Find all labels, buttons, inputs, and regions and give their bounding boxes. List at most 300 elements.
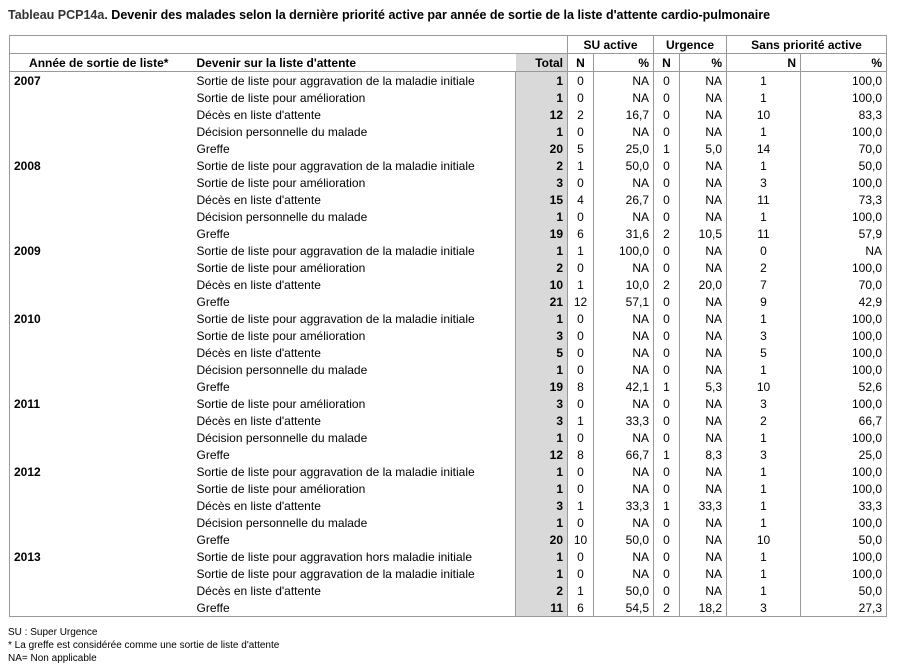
su-n-cell: 1	[568, 582, 594, 599]
table-body	[10, 72, 887, 617]
devenir-cell: Greffe	[188, 378, 516, 395]
urg-pct-cell: NA	[680, 395, 727, 412]
devenir-cell: Décès en liste d'attente	[188, 412, 516, 429]
header-urg-pct: %	[680, 54, 727, 72]
sp-pct-cell: 100,0	[801, 259, 887, 276]
sp-n-cell: 9	[727, 293, 801, 310]
year-cell	[10, 514, 188, 531]
devenir-cell: Sortie de liste pour amélioration	[188, 480, 516, 497]
total-cell: 1	[516, 514, 568, 531]
urg-n-cell: 0	[654, 157, 680, 174]
urg-pct-cell: NA	[680, 548, 727, 565]
devenir-cell: Décès en liste d'attente	[188, 276, 516, 293]
table-title-text: Devenir des malades selon la dernière priorité active par année de sortie de la liste d'attente cardio-pulmonaire	[107, 8, 771, 22]
urg-n-cell: 0	[654, 310, 680, 327]
sp-pct-cell: 100,0	[801, 548, 887, 565]
devenir-cell: Sortie de liste pour amélioration	[188, 174, 516, 191]
devenir-cell: Décès en liste d'attente	[188, 191, 516, 208]
total-cell: 1	[516, 89, 568, 106]
sp-n-cell: 3	[727, 395, 801, 412]
year-cell	[10, 480, 188, 497]
urg-n-cell: 2	[654, 276, 680, 293]
urg-pct-cell: NA	[680, 89, 727, 106]
sp-n-cell: 10	[727, 106, 801, 123]
sp-pct-cell: 27,3	[801, 599, 887, 617]
urg-n-cell: 0	[654, 565, 680, 582]
table-row	[10, 276, 887, 293]
urg-pct-cell: NA	[680, 242, 727, 259]
sp-n-cell: 1	[727, 548, 801, 565]
su-pct-cell: 50,0	[594, 531, 654, 548]
su-n-cell: 0	[568, 344, 594, 361]
su-pct-cell: 31,6	[594, 225, 654, 242]
su-n-cell: 1	[568, 497, 594, 514]
table-row	[10, 157, 887, 174]
year-cell	[10, 293, 188, 310]
sp-n-cell: 2	[727, 259, 801, 276]
year-cell	[10, 582, 188, 599]
table-row	[10, 548, 887, 565]
sp-pct-cell: 25,0	[801, 446, 887, 463]
table-row	[10, 259, 887, 276]
su-pct-cell: NA	[594, 123, 654, 140]
devenir-cell: Greffe	[188, 225, 516, 242]
sp-pct-cell: 50,0	[801, 582, 887, 599]
sp-pct-cell: 100,0	[801, 565, 887, 582]
su-n-cell: 0	[568, 327, 594, 344]
total-cell: 1	[516, 565, 568, 582]
year-cell	[10, 225, 188, 242]
sp-pct-cell: 100,0	[801, 327, 887, 344]
sp-pct-cell: 70,0	[801, 140, 887, 157]
total-cell: 3	[516, 327, 568, 344]
urg-pct-cell: NA	[680, 480, 727, 497]
sp-pct-cell: 52,6	[801, 378, 887, 395]
su-pct-cell: NA	[594, 429, 654, 446]
urg-n-cell: 0	[654, 395, 680, 412]
su-pct-cell: 57,1	[594, 293, 654, 310]
urg-pct-cell: 18,2	[680, 599, 727, 617]
table-row	[10, 497, 887, 514]
su-pct-cell: 33,3	[594, 497, 654, 514]
sp-n-cell: 5	[727, 344, 801, 361]
sp-pct-cell: 100,0	[801, 463, 887, 480]
urg-n-cell: 0	[654, 106, 680, 123]
devenir-cell: Sortie de liste pour aggravation de la maladie initiale	[188, 72, 516, 90]
devenir-cell: Sortie de liste pour aggravation de la maladie initiale	[188, 310, 516, 327]
year-cell	[10, 599, 188, 617]
su-n-cell: 0	[568, 429, 594, 446]
sp-n-cell: 1	[727, 157, 801, 174]
table-row	[10, 378, 887, 395]
urg-pct-cell: NA	[680, 463, 727, 480]
year-cell	[10, 327, 188, 344]
urg-pct-cell: 33,3	[680, 497, 727, 514]
su-pct-cell: NA	[594, 463, 654, 480]
su-pct-cell: NA	[594, 174, 654, 191]
urg-n-cell: 0	[654, 191, 680, 208]
urg-n-cell: 0	[654, 293, 680, 310]
devenir-cell: Décision personnelle du malade	[188, 429, 516, 446]
devenir-cell: Sortie de liste pour aggravation de la maladie initiale	[188, 565, 516, 582]
total-cell: 11	[516, 599, 568, 617]
year-cell: 2010	[10, 310, 188, 327]
su-n-cell: 4	[568, 191, 594, 208]
year-cell: 2009	[10, 242, 188, 259]
su-n-cell: 0	[568, 463, 594, 480]
su-n-cell: 6	[568, 599, 594, 617]
sp-n-cell: 1	[727, 208, 801, 225]
su-n-cell: 6	[568, 225, 594, 242]
su-pct-cell: 42,1	[594, 378, 654, 395]
su-pct-cell: 50,0	[594, 582, 654, 599]
urg-n-cell: 1	[654, 446, 680, 463]
total-cell: 5	[516, 344, 568, 361]
su-n-cell: 0	[568, 310, 594, 327]
total-cell: 3	[516, 412, 568, 429]
su-n-cell: 0	[568, 174, 594, 191]
devenir-cell: Décès en liste d'attente	[188, 497, 516, 514]
total-cell: 12	[516, 446, 568, 463]
total-cell: 1	[516, 310, 568, 327]
table-row	[10, 531, 887, 548]
urg-n-cell: 0	[654, 582, 680, 599]
su-n-cell: 10	[568, 531, 594, 548]
sp-n-cell: 0	[727, 242, 801, 259]
devenir-cell: Sortie de liste pour amélioration	[188, 395, 516, 412]
urg-pct-cell: NA	[680, 106, 727, 123]
sp-pct-cell: 83,3	[801, 106, 887, 123]
su-n-cell: 12	[568, 293, 594, 310]
year-cell: 2008	[10, 157, 188, 174]
sp-n-cell: 1	[727, 463, 801, 480]
total-cell: 20	[516, 531, 568, 548]
urg-pct-cell: NA	[680, 582, 727, 599]
year-cell	[10, 89, 188, 106]
devenir-cell: Décès en liste d'attente	[188, 106, 516, 123]
year-cell	[10, 344, 188, 361]
su-pct-cell: NA	[594, 480, 654, 497]
header-su-active: SU active	[568, 36, 654, 54]
table-row	[10, 106, 887, 123]
table-row	[10, 446, 887, 463]
devenir-cell: Décision personnelle du malade	[188, 361, 516, 378]
su-n-cell: 0	[568, 480, 594, 497]
urg-n-cell: 0	[654, 72, 680, 90]
total-cell: 1	[516, 463, 568, 480]
sp-pct-cell: NA	[801, 242, 887, 259]
table-row	[10, 429, 887, 446]
urg-n-cell: 0	[654, 514, 680, 531]
urg-n-cell: 0	[654, 344, 680, 361]
year-cell	[10, 259, 188, 276]
sp-pct-cell: 100,0	[801, 72, 887, 90]
sp-pct-cell: 100,0	[801, 344, 887, 361]
sp-pct-cell: 42,9	[801, 293, 887, 310]
sp-n-cell: 7	[727, 276, 801, 293]
year-cell: 2007	[10, 72, 188, 90]
su-n-cell: 1	[568, 242, 594, 259]
devenir-cell: Greffe	[188, 293, 516, 310]
su-pct-cell: NA	[594, 72, 654, 90]
su-n-cell: 0	[568, 72, 594, 90]
su-n-cell: 0	[568, 514, 594, 531]
sp-n-cell: 10	[727, 531, 801, 548]
su-pct-cell: 66,7	[594, 446, 654, 463]
total-cell: 3	[516, 497, 568, 514]
sp-n-cell: 1	[727, 429, 801, 446]
devenir-cell: Greffe	[188, 140, 516, 157]
table-row	[10, 582, 887, 599]
su-pct-cell: NA	[594, 327, 654, 344]
sp-n-cell: 3	[727, 599, 801, 617]
year-cell	[10, 276, 188, 293]
urg-n-cell: 0	[654, 412, 680, 429]
sp-pct-cell: 33,3	[801, 497, 887, 514]
urg-n-cell: 2	[654, 225, 680, 242]
su-pct-cell: NA	[594, 89, 654, 106]
su-pct-cell: NA	[594, 514, 654, 531]
sp-n-cell: 2	[727, 412, 801, 429]
su-pct-cell: NA	[594, 565, 654, 582]
total-cell: 19	[516, 225, 568, 242]
header-blank	[10, 36, 188, 54]
su-n-cell: 1	[568, 412, 594, 429]
sp-pct-cell: 50,0	[801, 531, 887, 548]
total-cell: 10	[516, 276, 568, 293]
header-year: Année de sortie de liste*	[10, 54, 188, 72]
table-row	[10, 514, 887, 531]
devenir-cell: Sortie de liste pour amélioration	[188, 327, 516, 344]
sp-n-cell: 3	[727, 174, 801, 191]
urg-n-cell: 0	[654, 123, 680, 140]
header-su-pct: %	[594, 54, 654, 72]
urg-pct-cell: NA	[680, 531, 727, 548]
devenir-cell: Décision personnelle du malade	[188, 514, 516, 531]
year-cell: 2012	[10, 463, 188, 480]
total-cell: 12	[516, 106, 568, 123]
sp-pct-cell: 57,9	[801, 225, 887, 242]
devenir-cell: Sortie de liste pour aggravation de la maladie initiale	[188, 463, 516, 480]
header-total: Total	[516, 54, 568, 72]
su-pct-cell: 26,7	[594, 191, 654, 208]
header-urgence: Urgence	[654, 36, 727, 54]
table-row	[10, 140, 887, 157]
sp-n-cell: 10	[727, 378, 801, 395]
sp-n-cell: 14	[727, 140, 801, 157]
sp-n-cell: 1	[727, 123, 801, 140]
urg-n-cell: 1	[654, 140, 680, 157]
table-row	[10, 463, 887, 480]
table-row	[10, 395, 887, 412]
devenir-cell: Greffe	[188, 446, 516, 463]
sp-pct-cell: 100,0	[801, 310, 887, 327]
table-row	[10, 225, 887, 242]
sp-n-cell: 1	[727, 72, 801, 90]
urg-n-cell: 0	[654, 429, 680, 446]
su-n-cell: 8	[568, 378, 594, 395]
sp-n-cell: 3	[727, 327, 801, 344]
sp-pct-cell: 100,0	[801, 208, 887, 225]
devenir-cell: Décès en liste d'attente	[188, 344, 516, 361]
total-cell: 21	[516, 293, 568, 310]
su-n-cell: 1	[568, 157, 594, 174]
urg-n-cell: 0	[654, 480, 680, 497]
table-row	[10, 480, 887, 497]
su-n-cell: 0	[568, 565, 594, 582]
devenir-cell: Greffe	[188, 599, 516, 617]
year-cell	[10, 174, 188, 191]
footnotes	[8, 626, 279, 665]
urg-n-cell: 1	[654, 378, 680, 395]
header-urg-n: N	[654, 54, 680, 72]
sp-n-cell: 1	[727, 89, 801, 106]
su-pct-cell: 10,0	[594, 276, 654, 293]
sp-pct-cell: 100,0	[801, 395, 887, 412]
urg-pct-cell: NA	[680, 259, 727, 276]
sp-n-cell: 1	[727, 514, 801, 531]
total-cell: 2	[516, 582, 568, 599]
table-row	[10, 89, 887, 106]
urg-n-cell: 0	[654, 548, 680, 565]
year-cell	[10, 446, 188, 463]
total-cell: 1	[516, 208, 568, 225]
sp-pct-cell: 100,0	[801, 361, 887, 378]
year-cell	[10, 378, 188, 395]
sp-n-cell: 1	[727, 310, 801, 327]
su-pct-cell: 16,7	[594, 106, 654, 123]
header-sp-n: N	[727, 54, 801, 72]
footnote-su: SU : Super Urgence	[8, 627, 98, 638]
sp-pct-cell: 100,0	[801, 174, 887, 191]
total-cell: 2	[516, 259, 568, 276]
urg-pct-cell: NA	[680, 344, 727, 361]
table-title	[8, 8, 770, 22]
table-row	[10, 327, 887, 344]
header-sp-pct: %	[801, 54, 887, 72]
year-cell	[10, 140, 188, 157]
urg-n-cell: 0	[654, 259, 680, 276]
urg-pct-cell: NA	[680, 157, 727, 174]
sp-n-cell: 1	[727, 497, 801, 514]
header-group-row	[10, 36, 887, 54]
year-cell: 2013	[10, 548, 188, 565]
sp-n-cell: 1	[727, 582, 801, 599]
sp-n-cell: 1	[727, 480, 801, 497]
total-cell: 1	[516, 361, 568, 378]
total-cell: 19	[516, 378, 568, 395]
urg-pct-cell: NA	[680, 191, 727, 208]
urg-pct-cell: 20,0	[680, 276, 727, 293]
urg-pct-cell: NA	[680, 327, 727, 344]
table-row	[10, 565, 887, 582]
urg-n-cell: 2	[654, 599, 680, 617]
year-cell	[10, 497, 188, 514]
sp-pct-cell: 66,7	[801, 412, 887, 429]
sp-pct-cell: 100,0	[801, 480, 887, 497]
sp-n-cell: 3	[727, 446, 801, 463]
devenir-cell: Sortie de liste pour aggravation de la maladie initiale	[188, 242, 516, 259]
header-column-row	[10, 54, 887, 72]
su-pct-cell: 33,3	[594, 412, 654, 429]
devenir-cell: Décision personnelle du malade	[188, 123, 516, 140]
table-row	[10, 293, 887, 310]
urg-pct-cell: NA	[680, 72, 727, 90]
urg-n-cell: 0	[654, 174, 680, 191]
su-n-cell: 0	[568, 89, 594, 106]
urg-pct-cell: NA	[680, 361, 727, 378]
su-n-cell: 8	[568, 446, 594, 463]
urg-pct-cell: NA	[680, 565, 727, 582]
year-cell	[10, 565, 188, 582]
devenir-cell: Sortie de liste pour aggravation de la maladie initiale	[188, 157, 516, 174]
total-cell: 1	[516, 548, 568, 565]
urg-n-cell: 0	[654, 361, 680, 378]
table-row	[10, 361, 887, 378]
urg-pct-cell: 10,5	[680, 225, 727, 242]
su-pct-cell: NA	[594, 208, 654, 225]
table-row	[10, 242, 887, 259]
devenir-cell: Sortie de liste pour amélioration	[188, 259, 516, 276]
urg-pct-cell: 8,3	[680, 446, 727, 463]
urg-pct-cell: NA	[680, 429, 727, 446]
header-sans-priorite: Sans priorité active	[727, 36, 887, 54]
table-row	[10, 412, 887, 429]
year-cell	[10, 361, 188, 378]
su-n-cell: 5	[568, 140, 594, 157]
urg-n-cell: 0	[654, 89, 680, 106]
urg-pct-cell: NA	[680, 174, 727, 191]
table-row	[10, 310, 887, 327]
sp-n-cell: 1	[727, 361, 801, 378]
sp-pct-cell: 100,0	[801, 89, 887, 106]
sp-pct-cell: 100,0	[801, 429, 887, 446]
urg-n-cell: 0	[654, 531, 680, 548]
table-row	[10, 208, 887, 225]
su-pct-cell: 25,0	[594, 140, 654, 157]
urg-n-cell: 0	[654, 463, 680, 480]
footnote-greffe: * La greffe est considérée comme une sortie de liste d'attente	[8, 640, 280, 651]
year-cell	[10, 106, 188, 123]
su-n-cell: 0	[568, 208, 594, 225]
table-row	[10, 174, 887, 191]
sp-pct-cell: 100,0	[801, 514, 887, 531]
su-pct-cell: NA	[594, 259, 654, 276]
sp-n-cell: 11	[727, 225, 801, 242]
table-row	[10, 191, 887, 208]
table-row	[10, 72, 887, 90]
su-pct-cell: NA	[594, 395, 654, 412]
total-cell: 2	[516, 157, 568, 174]
year-cell	[10, 531, 188, 548]
header-devenir: Devenir sur la liste d'attente	[188, 54, 516, 72]
devenir-cell: Sortie de liste pour aggravation hors maladie initiale	[188, 548, 516, 565]
su-pct-cell: NA	[594, 361, 654, 378]
su-n-cell: 0	[568, 123, 594, 140]
total-cell: 1	[516, 242, 568, 259]
sp-pct-cell: 70,0	[801, 276, 887, 293]
urg-pct-cell: NA	[680, 293, 727, 310]
year-cell	[10, 429, 188, 446]
urg-n-cell: 1	[654, 497, 680, 514]
sp-pct-cell: 50,0	[801, 157, 887, 174]
table-row	[10, 123, 887, 140]
su-n-cell: 0	[568, 259, 594, 276]
devenir-cell: Décès en liste d'attente	[188, 582, 516, 599]
su-n-cell: 1	[568, 276, 594, 293]
urg-pct-cell: NA	[680, 412, 727, 429]
su-pct-cell: NA	[594, 344, 654, 361]
